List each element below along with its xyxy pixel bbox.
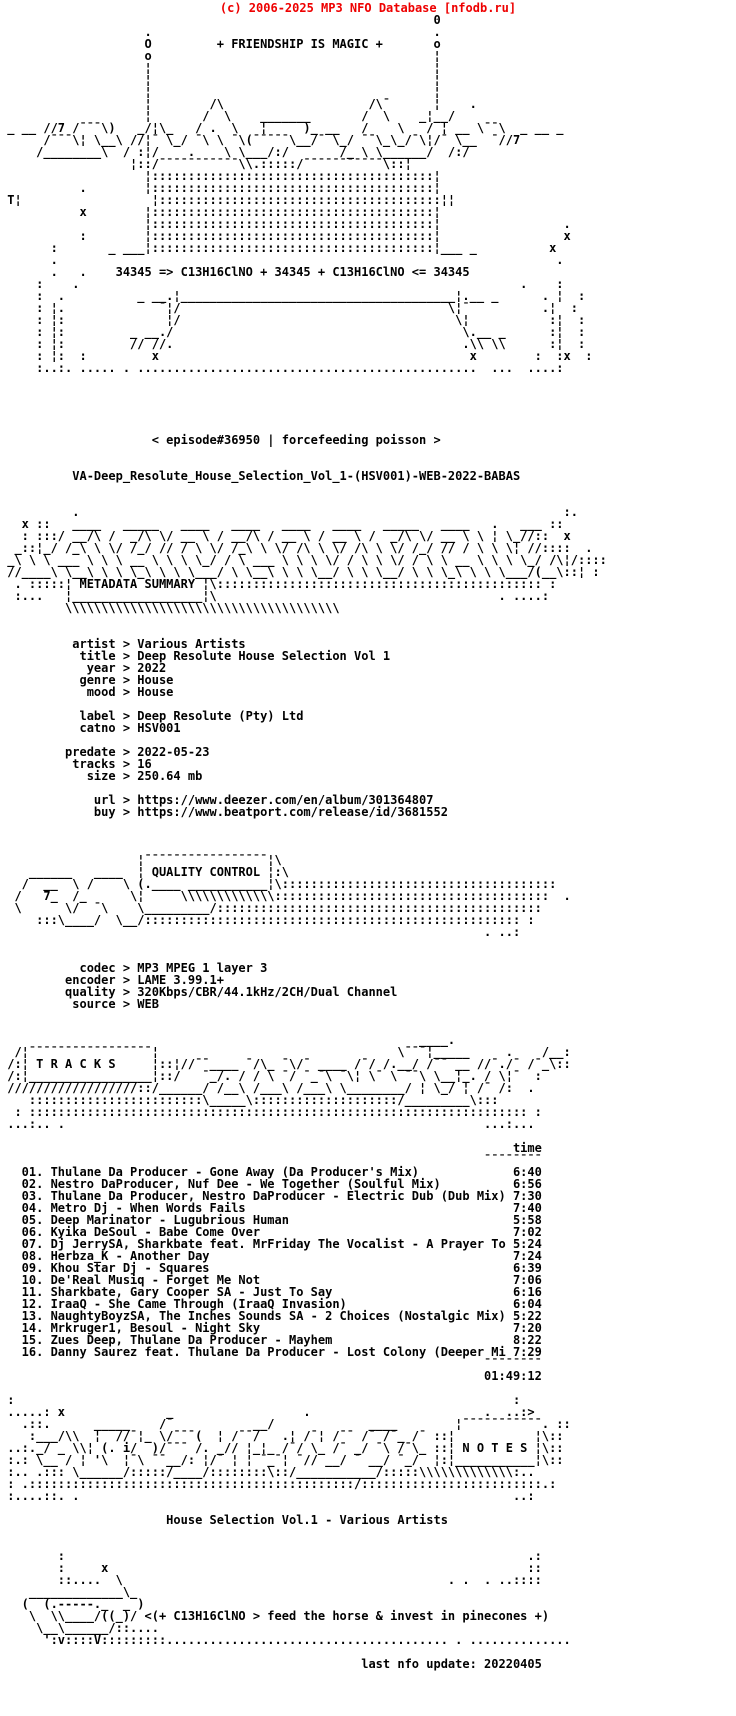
nfodb-copyright-header: (c) 2006-2025 MP3 NFO Database [nfodb.ru] (219, 1, 517, 15)
nfo-body: 0 . . O + FRIENDSHIP IS MAGIC + o o ¦ ¦ ¦ ¦ ¦ ¦ ¦ ¦ /\ /\¯ ¦ . ¦ / \ _______ / \ _¦__/ _ __ //7 /¯¯¯\) _/¦\_ / . \ ¦ )_ __ / \ / ¦ __ \¯¯\ _ __ _ /¯¯¯\¦ \__\ //¦¯ \_/ ¯\ \ ¯\(¯¯¯¯¯\__/¯ \_/ ¯¯\_\_/¯\¦/¯ \__ ¯//7 /________\ / :¦/ . \ \___/:/ /_ \ \______/ /:/ ¦::/¯¯¯¯¯¯¯¯¯¯¯\\.:::::/¯¯¯¯¯¯¯¯¯¯¯\::¦ ¦:::::::::::::::::::::::::::::::::::::::¦ . ¦:::::::::::::::::::::::::::::::::::::::¦ T¦ ¦:::::::::::::::::::::::::::::::::::::::¦¦ x ¦:::::::::::::::::::::::::::::::::::::::¦ ¦:::::::::::::::::::::::::::::::::::::::¦ . : ¦:::::::::::::::::::::::::::::::::::::::¦ x : _ ___¦:::::::::::::::::::::::::::::::::::::::¦___ _ x . . . . 34345 => C13H16ClNO + 34345 + C13H16ClNO <= 34345 : . . : : . _ __.¦______________________________________¦.__ _ . ¦ : : ¦. ¯¦/ \¦¯ .¦ : : ¦: ¦/ \¦ :¦ : : ¦: _ __./ \.__ _ :¦ : : ¦: // //. .\\ \\ :¦ : : ¦: : x x : :x : :..:. ..... . ............................................... ... ....: < episode#36950 | forcefeeding poisson > VA-Deep_Resolute_House_Selection_Vol_1-(HSV001)-WEB-2022-BABAS . :. x :: ____ _____ ____ ____ ____ ____ _____ ____ . ___ :: : :::/ __/\ / _/\ \/ __ \ / __/\ / __ \ / __ \ / _/\ \/ __ \ \ ¦ \_//:: x _::¦_/ /_\ \ \/ /_/ // / \ \/ /_\ \ \/ /\ \ \/ /\ \ \/ /_/ // / \ \ \¦ //:::: . _\ \ \ ___ \ \ \ __ \ \ \ \_/ / \ ___ \ \ \ \/ / \ \ \/ / \ \ __ \ \ \ \_/ /\¦/:::: //____\ \__\ \ \ \_\ \ \ \___/ \ \__\ \ \ \__/ \ \ \__/ \ \ \_\ \ \ \___/(__\::¦ : . :::::¦ METADATA SUMMARY ¦\::::::::::::::::::::::::::::::::::::::::::::: : :... ¦__________________¦\ . ....: \\\\\\\\\\\\\\\\\\\\\\\\\\\\\\\\\\\\\\ artist > Various Artists title > Deep Resolute House Selection Vol 1 year > 2022 genre > House mood > House label > Deep Resolute (Pty) Ltd catno > HSV001 predate > 2022-05-23 tracks > 16 size > 250.64 mb url > https://www.deezer.com/en/album/301364807 buy > https://www.beatport.com/release/id/3681552 ¦¯¯¯¯¯¯¯¯¯¯¯¯¯¯¯¯¯¦\ ______ ____ ¦ QUALITY CONTROL ¦:\ / __ \ / \ (.____ ___________¦\:::::::::::::::::::::::::::::::::::::: / 7_ /_ \¦ \\\\\\\\\\\\\:::::::::::::::::::::::::::::::::::::: . \ \/ ¯\ \_________/::::::::::::::::::::::::::::::::::::::::::::: :::\____/ \__/:::::::::::::::::::::::::::::::::::::::::::::::::::: : . ..: codec > MP3 MPEG 1 layer 3 encoder > LAME 3.99.1+ quality > 320Kbps/CBR/44.1kHz/2CH/Dual Channel source > WEB ____. /¦¯¯¯¯¯¯¯¯¯¯¯¯¯¯¯¯¯¦ \¯¯¯¦_____ . /__: /:¦ T R A C K S ¦::¦//¯¯____ ¯/\_ ¯\/¯ ____ /¯/ /.__/ /¯¯ __ //¯./¯ /¯_\:: /:¦_________________¦::/ ¯_/. / / \ ¯/ ¯_¯\ ¯\¦ \¯ \ ¯¯\ \__¦_. / \¦¯ : //////////////////::/______/ /__\ /___\ /___\ \________/ ¦ \_/ ¦ /¯ /: . ::::::::::::::::::::::::\_____\::::::::::::::::::::/_________\::: : ::::::::::::::::::::::::::::::::::::::::::::::::::::::::::::::::::::: : ...:.. . ...:... time ¯¯¯¯¯¯¯¯ 01. Thulane Da Producer - Gone Away (Da Producer's Mix) 6:40 02. Nestro DaProducer, Nuf Dee - We Together (Soulful Mix) 6:56 03. Thulane Da Producer, Nestro DaProducer - Electric Dub (Dub Mix) 7:30 04. Metro Dj - When Words Fails 7:40 05. Deep Marinator - Lugubrious Human 5:58 06. Kyika DeSoul - Babe Come Over 7:02 07. Dj JerrySA, Sharkbate feat. MrFriday The Vocalist - A Prayer To 5:24 08. Herbza_K - Another Day 7:24 09. Khou Star Dj - Squares 6:39 10. De'Real Musiq - Forget Me Not 7:06 11. Sharkbate, Gary Cooper SA - Just To Say 6:16 12. IraaQ - She Came Through (IraaQ Invasion) 6:04 13. NaughtyBoyzSA, The Inches Sounds SA - 2 Choices (Nostalgic Mix) 5:22 14. Mrkruger1, Besoul - Night Sky 7:20 15. Zues Deep, Thulane Da Producer - Mayhem 8:22 16. Danny Saurez feat. Thulane Da Producer - Lost Colony (Deeper Mi 7:29 ¯¯¯¯¯¯¯¯ 01:49:12 : : .....: x _ . . ..:> .::. _____ /¯ __/ ____ ¦¯¯¯¯¯¯¯¯¯¯¯. :: :___/\\ ¦ //¯¦_ \/¯¯¯( ¦ /¯¯/ .¦ /¯¦ /¯¯ /¯ /¯_ /¯ ::¦ ¦\:: ..:._/ _ \\¦ (. i/ )/¯¯¯ /. _// ¦_¦_ /¯/ \_ /¯ _/ ¯\ /¯\_ ::¦ N O T E S ¦\:: :.: \__ / ¦ '\ ¦¯\ ¯¯__/: ¦/¯ ¦ ¦ ¯_¯¦ ¯// __/ ¯ __/ ¯_/ ¦:¦___________¦\:: :.. .::: \______/:::::/____/::::::::\::/___________/:::::\\\\\\\\\\\\\:.. : .:::::::::::::::::::::::::::::::::::::::::::::/:::::::::::::::::::::::::.: :....::. . ..: House Selection Vol.1 - Various Artists : .: : x :: ::.... \ . . . ..:::: _____________\_ ( (.-----._ _ ) \ \\____/((_)/ <(+ C13H16ClNO > feed the horse & invest in pinecones +) \__\______/::.... ':v::::V:::::::::....................................... . .............. last nfo update: 20220405 (7, 13, 607, 1671)
